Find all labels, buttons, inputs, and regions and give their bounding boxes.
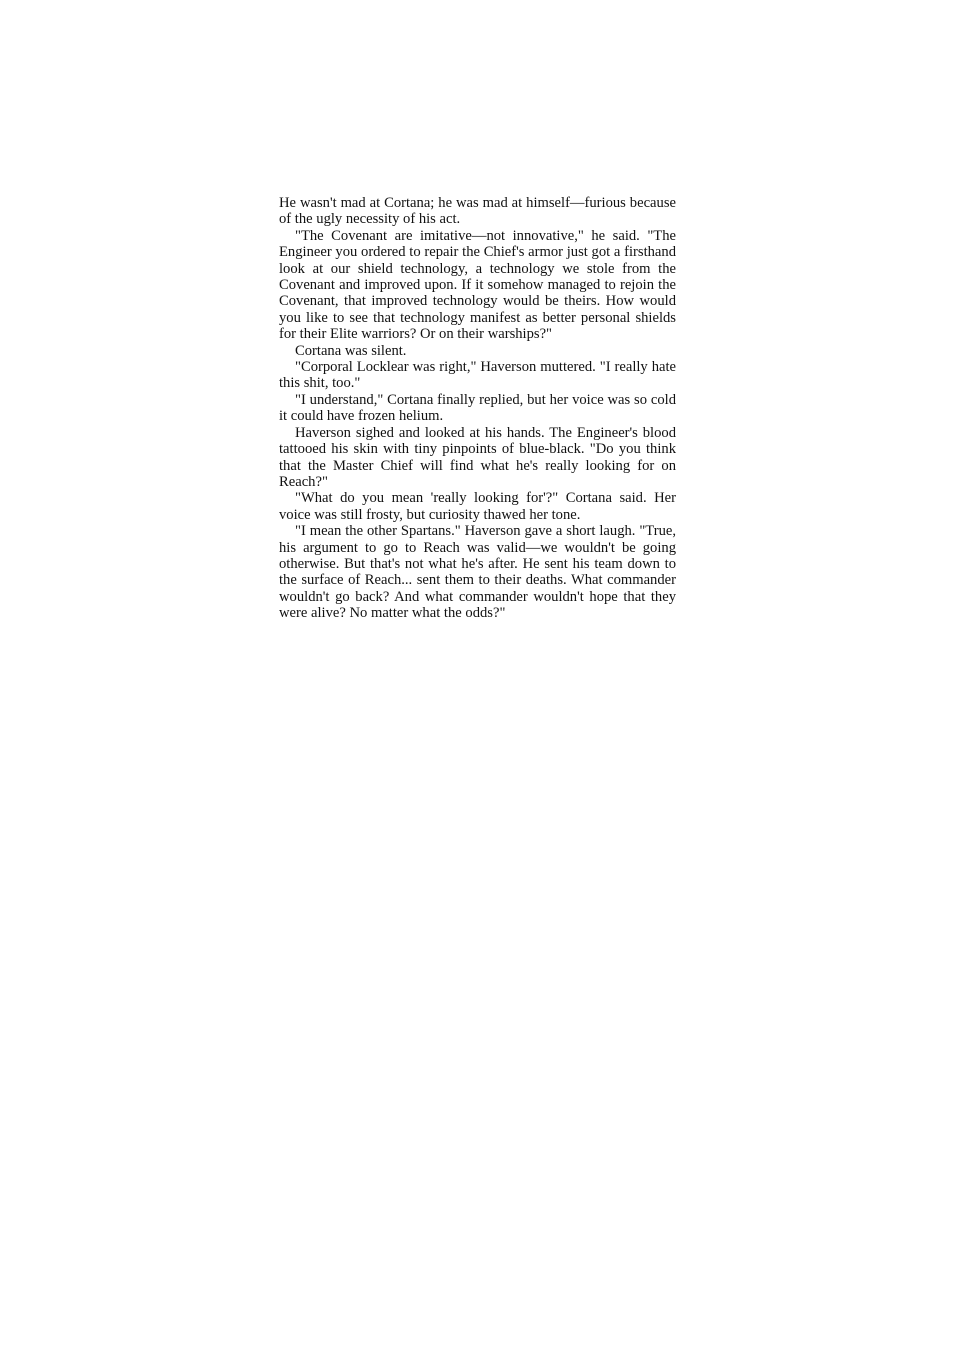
paragraph: Haverson sighed and looked at his hands. The Engineer's blood tattooed his skin with tiny pinpoints of blue-black. "Do you think that the Master Chief will find what he's really looking for on Reach?" — [279, 424, 676, 490]
paragraph: Cortana was silent. — [295, 342, 407, 359]
paragraph: "I mean the other Spartans." Haverson gave a short laugh. "True, his argument to go to Reach was valid—we wouldn't be going otherwise. But that's not what he's after. He sent his team down to the surface of Reach... sent them to their deaths. What commander wouldn't go back? And what commander wouldn't hope that they were alive? No matter what the odds?" — [279, 523, 676, 622]
paragraph: "I understand," Cortana finally replied, but her voice was so cold it could have frozen helium. — [279, 391, 676, 425]
paragraph: "What do you mean 'really looking for'?" Cortana said. Her voice was still frosty, but curiosity thawed her tone. — [279, 490, 676, 523]
body-text — [279, 195, 676, 622]
paragraph: "The Covenant are imitative—not innovative," he said. "The Engineer you ordered to repair the Chief's armor just got a firsthand look at our shield technology, a technology we stole from the Covenant and improved upon. If it somehow managed to rejoin the Covenant, that improved technology would be theirs. How would you like to see that technology manifest as better personal shields for their Elite warriors? Or on their warships?" — [279, 227, 676, 343]
paragraph: "Corporal Locklear was right," Haverson muttered. "I really hate this shit, too." — [279, 359, 676, 392]
paragraph: He wasn't mad at Cortana; he was mad at himself—furious because of the ugly necessity of his act. — [279, 195, 676, 228]
